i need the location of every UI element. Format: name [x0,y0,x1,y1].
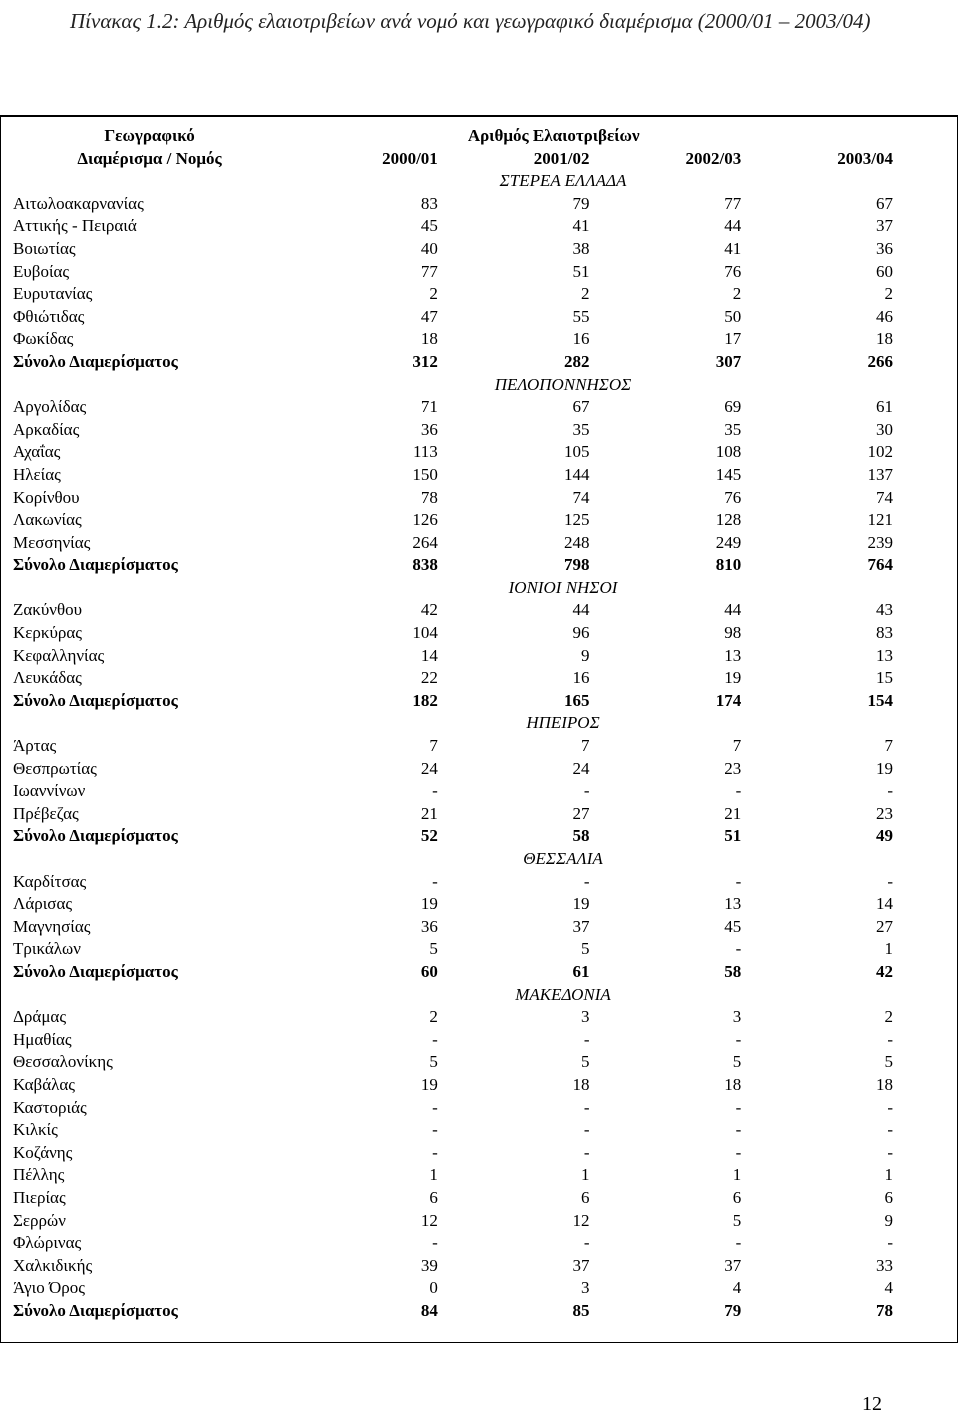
value-cell: 2 [429,284,438,304]
value-cell: - [432,871,438,891]
value-cell: 312 [412,351,438,371]
total-label: Σύνολο Διαμερίσματος [13,826,178,846]
value-cell: 19 [572,894,590,914]
table-row [13,1142,893,1165]
table-row [13,1232,893,1255]
value-cell: - [735,1233,742,1253]
value-cell: 27 [572,803,590,823]
header-year-1: 2000/01 [382,148,438,168]
table-row [13,261,893,284]
table-row [13,599,893,622]
prefecture-name: Λάρισας [13,894,73,914]
prefecture-name: Φθιώτιδας [13,306,85,326]
value-cell: 40 [420,238,438,258]
prefecture-name: Μαγνησίας [13,916,91,936]
region-title: ΠΕΛΟΠΟΝΝΗΣΟΣ [494,374,632,394]
value-cell: 49 [876,826,893,846]
value-cell: 60 [876,261,893,281]
value-cell: 3 [732,1007,742,1027]
value-cell: 5 [429,939,438,959]
value-cell: 98 [724,623,742,643]
value-cell: 23 [724,758,742,778]
value-cell: 46 [876,306,893,326]
value-cell: 77 [420,261,438,281]
value-cell: - [735,939,742,959]
value-cell: 13 [876,645,893,665]
value-cell: 121 [867,510,893,530]
prefecture-name: Κορίνθου [13,487,80,507]
value-cell: 44 [572,600,590,620]
value-cell: 764 [867,555,893,575]
value-cell: 79 [724,1300,742,1320]
value-cell: - [735,781,742,801]
value-cell: 18 [420,329,438,349]
value-cell: 83 [876,623,893,643]
table-row [13,1029,893,1052]
value-cell: 23 [876,803,893,823]
value-cell: 39 [420,1255,438,1275]
header-row-2 [13,148,893,171]
total-label: Σύνολο Διαμερίσματος [13,555,178,575]
region-title: ΣΤΕΡΕΑ ΕΛΛΑΔΑ [499,171,627,191]
table-row [13,1097,893,1120]
total-row [13,690,893,713]
prefecture-name: Τρικάλων [13,939,81,959]
value-cell: 45 [724,916,742,936]
table-row [13,306,893,329]
value-cell: 14 [876,894,893,914]
value-cell: 71 [420,397,438,417]
value-cell: 19 [876,758,893,778]
value-cell: 838 [412,555,438,575]
value-cell: - [887,1233,893,1253]
header-year-3: 2002/03 [685,148,742,168]
value-cell: 264 [412,532,438,552]
value-cell: 42 [420,600,438,620]
table-row [13,916,893,939]
prefecture-name: Αττικής - Πειραιά [13,216,137,236]
table-row [13,1119,893,1142]
value-cell: - [735,1142,742,1162]
value-cell: 9 [581,645,590,665]
value-cell: 5 [732,1210,742,1230]
value-cell: 7 [581,736,590,756]
value-cell: 5 [732,1052,742,1072]
value-cell: - [735,1029,742,1049]
value-cell: 19 [724,668,742,688]
value-cell: 51 [572,261,590,281]
value-cell: - [887,1120,893,1140]
value-cell: - [432,1142,438,1162]
table-row [13,441,893,464]
table-row [13,780,893,803]
prefecture-name: Κοζάνης [13,1142,73,1162]
region-title: ΘΕΣΣΑΛΙΑ [523,849,603,868]
table-row [13,1187,893,1210]
value-cell: - [583,1233,590,1253]
table-row [13,1210,893,1233]
table-row [13,238,893,261]
value-cell: 7 [732,736,742,756]
value-cell: 4 [884,1278,893,1298]
table-row [13,893,893,916]
table-row [13,871,893,894]
value-cell: 14 [420,645,438,665]
value-cell: 6 [429,1187,438,1207]
prefecture-name: Καρδίτσας [13,871,87,891]
value-cell: 38 [572,238,590,258]
value-cell: - [887,1142,893,1162]
value-cell: 45 [420,216,438,236]
region-title: ΗΠΕΙΡΟΣ [526,713,600,733]
region-row [13,712,893,735]
value-cell: 78 [420,487,438,507]
value-cell: 0 [429,1278,438,1298]
value-cell: 16 [572,668,590,688]
prefecture-name: Άρτας [13,736,57,756]
prefecture-name: Κεφαλληνίας [13,645,105,665]
table-row [13,193,893,216]
table-frame [0,115,958,1343]
value-cell: 104 [412,623,438,643]
value-cell: 15 [876,668,893,688]
value-cell: 58 [572,826,590,846]
total-row [13,554,893,577]
prefecture-name: Κιλκίς [13,1120,58,1140]
region-title: ΙΟΝΙΟΙ ΝΗΣΟΙ [508,577,618,597]
table-row [13,758,893,781]
value-cell: 13 [724,894,742,914]
value-cell: 61 [876,397,893,417]
value-cell: 35 [724,419,742,439]
table-row [13,532,893,555]
value-cell: 5 [581,1052,590,1072]
prefecture-name: Ευβοίας [13,261,70,281]
prefecture-name: Λακωνίας [13,510,82,530]
value-cell: 18 [572,1074,590,1094]
value-cell: 13 [724,645,742,665]
value-cell: 102 [867,442,893,462]
value-cell: - [887,1029,893,1049]
value-cell: 5 [581,939,590,959]
table-row [13,396,893,419]
value-cell: 37 [876,216,893,236]
prefecture-name: Άγιο Όρος [13,1278,85,1298]
value-cell: - [583,1097,590,1117]
total-label: Σύνολο Διαμερίσματος [13,690,178,710]
value-cell: - [583,1029,590,1049]
table-body [13,170,893,1322]
value-cell: 165 [564,690,590,710]
value-cell: 154 [867,690,893,710]
value-cell: - [432,1097,438,1117]
value-cell: 1 [732,1165,742,1185]
value-cell: - [583,871,590,891]
value-cell: 5 [884,1052,893,1072]
value-cell: 6 [732,1187,742,1207]
value-cell: 128 [715,510,742,530]
value-cell: - [887,871,893,891]
prefecture-name: Αρκαδίας [13,419,80,439]
table-row [13,1051,893,1074]
value-cell: 18 [876,329,893,349]
value-cell: 282 [564,351,590,371]
table-row [13,622,893,645]
total-label: Σύνολο Διαμερίσματος [13,1300,178,1320]
value-cell: 37 [724,1255,742,1275]
value-cell: 3 [581,1007,590,1027]
value-cell: 60 [420,961,438,981]
table-row [13,487,893,510]
table-row [13,1164,893,1187]
value-cell: 145 [715,464,742,484]
region-row [13,577,893,600]
table-row [13,803,893,826]
value-cell: 113 [412,442,438,462]
prefecture-name: Κερκύρας [13,623,83,643]
page-number: 12 [862,1393,882,1415]
table-row [13,419,893,442]
value-cell: 41 [572,216,590,236]
value-cell: - [583,781,590,801]
total-label: Σύνολο Διαμερίσματος [13,961,178,981]
value-cell: 144 [564,464,590,484]
value-cell: - [583,1120,590,1140]
value-cell: 55 [572,306,590,326]
table-row [13,735,893,758]
value-cell: 21 [724,803,742,823]
prefecture-name: Σερρών [13,1210,66,1230]
table-row [13,938,893,961]
value-cell: 150 [412,464,438,484]
region-row [13,374,893,397]
value-cell: 16 [572,329,590,349]
value-cell: - [887,781,893,801]
value-cell: - [735,1120,742,1140]
prefecture-name: Ηλείας [13,464,61,484]
table-row [13,464,893,487]
region-row [13,170,893,193]
value-cell: 74 [876,487,893,507]
value-cell: 27 [876,916,893,936]
prefecture-name: Θεσπρωτίας [13,758,97,778]
value-cell: 85 [572,1300,590,1320]
table-row [13,283,893,306]
value-cell: 2 [732,284,742,304]
prefecture-name: Φωκίδας [13,329,74,349]
table-caption: Πίνακας 1.2: Αριθμός ελαιοτριβείων ανά νομό και γεωγραφικό διαμέρισμα (2000/01 – 2003/04) [70,9,871,33]
value-cell: 33 [876,1255,893,1275]
prefecture-name: Καστοριάς [13,1097,87,1117]
value-cell: - [432,1120,438,1140]
table-row [13,328,893,351]
value-cell: 266 [867,351,893,371]
prefecture-name: Καβάλας [13,1074,75,1094]
value-cell: 125 [564,510,590,530]
value-cell: 51 [724,826,742,846]
value-cell: 22 [420,668,438,688]
value-cell: 2 [884,284,893,304]
value-cell: 77 [724,193,742,213]
value-cell: 19 [420,1074,438,1094]
value-cell: 2 [429,1007,438,1027]
value-cell: 307 [715,351,742,371]
value-cell: 35 [572,419,590,439]
value-cell: 83 [420,193,438,213]
total-row [13,351,893,374]
value-cell: 4 [732,1278,742,1298]
value-cell: 126 [412,510,438,530]
value-cell: 798 [564,555,590,575]
value-cell: 36 [420,916,438,936]
value-cell: 12 [420,1210,438,1230]
value-cell: 78 [876,1300,893,1320]
value-cell: 24 [420,758,438,778]
value-cell: 52 [420,826,438,846]
value-cell: 24 [572,758,590,778]
value-cell: - [887,1097,893,1117]
prefecture-name: Λευκάδας [13,668,82,688]
value-cell: 36 [420,419,438,439]
value-cell: 58 [724,961,742,981]
value-cell: - [432,1029,438,1049]
value-cell: 67 [876,193,893,213]
prefecture-name: Μεσσηνίας [13,532,91,552]
value-cell: 7 [429,736,438,756]
total-row [13,1300,893,1323]
prefecture-name: Αχαΐας [13,442,61,462]
table-row [13,1277,893,1300]
total-row [13,961,893,984]
prefecture-name: Πέλλης [13,1165,65,1185]
value-cell: 30 [876,419,893,439]
olive-mills-table [13,125,893,1322]
value-cell: 67 [572,397,590,417]
value-cell: 41 [724,238,742,258]
value-cell: 2 [581,284,590,304]
prefecture-name: Ζακύνθου [13,600,83,620]
prefecture-name: Ιωαννίνων [13,781,86,801]
value-cell: 42 [876,961,893,981]
total-label: Σύνολο Διαμερίσματος [13,351,178,371]
value-cell: 18 [876,1074,893,1094]
value-cell: 36 [876,238,893,258]
value-cell: 37 [572,916,590,936]
prefecture-name: Ευρυτανίας [13,284,93,304]
table-row [13,667,893,690]
value-cell: 69 [724,397,742,417]
value-cell: 1 [884,939,893,959]
prefecture-name: Αιτωλοακαρνανίας [13,193,144,213]
header-row-1 [13,125,893,148]
value-cell: - [583,1142,590,1162]
value-cell: 61 [572,961,590,981]
value-cell: 76 [724,487,742,507]
prefecture-name: Ημαθίας [13,1029,72,1049]
header-region-line2: Διαμέρισμα / Νομός [77,148,222,168]
table-row [13,1006,893,1029]
value-cell: 7 [884,736,893,756]
table-row [13,645,893,668]
value-cell: 21 [420,803,438,823]
prefecture-name: Χαλκιδικής [13,1255,93,1275]
header-year-4: 2003/04 [837,148,893,168]
value-cell: 248 [564,532,590,552]
value-cell: 50 [724,306,742,326]
prefecture-name: Φλώρινας [13,1233,82,1253]
region-row [13,984,893,1007]
prefecture-name: Δράμας [13,1007,67,1027]
value-cell: 6 [884,1187,893,1207]
value-cell: 37 [572,1255,590,1275]
value-cell: - [735,871,742,891]
value-cell: 74 [572,487,590,507]
header-year-2: 2001/02 [533,148,590,168]
prefecture-name: Πιερίας [13,1187,66,1207]
value-cell: 47 [420,306,438,326]
table-row [13,1255,893,1278]
value-cell: 84 [420,1300,438,1320]
prefecture-name: Θεσσαλονίκης [13,1052,113,1072]
total-row [13,825,893,848]
value-cell: 1 [429,1165,438,1185]
table-row [13,215,893,238]
value-cell: 43 [876,600,893,620]
value-cell: - [432,781,438,801]
prefecture-name: Πρέβεζας [13,803,79,823]
value-cell: 44 [724,600,742,620]
value-cell: - [432,1233,438,1253]
value-cell: 1 [581,1165,590,1185]
value-cell: 6 [581,1187,590,1207]
prefecture-name: Αργολίδας [13,397,87,417]
table-row [13,509,893,532]
value-cell: 810 [715,555,742,575]
prefecture-name: Βοιωτίας [13,238,76,258]
value-cell: 1 [884,1165,893,1185]
value-cell: 249 [715,532,742,552]
value-cell: 105 [564,442,590,462]
value-cell: 79 [572,193,590,213]
value-cell: 108 [715,442,742,462]
value-cell: 239 [867,532,893,552]
value-cell: 18 [724,1074,742,1094]
value-cell: 17 [724,329,742,349]
table-row [13,1074,893,1097]
value-cell: 5 [429,1052,438,1072]
value-cell: 19 [420,894,438,914]
value-cell: 137 [867,464,893,484]
region-title: ΜΑΚΕΔΟΝΙΑ [515,984,611,1004]
value-cell: 3 [581,1278,590,1298]
value-cell: 174 [715,690,742,710]
value-cell: 2 [884,1007,893,1027]
value-cell: 9 [884,1210,893,1230]
value-cell: 44 [724,216,742,236]
region-row [13,848,893,871]
value-cell: - [735,1097,742,1117]
value-cell: 12 [572,1210,590,1230]
value-cell: 182 [412,690,438,710]
value-cell: 76 [724,261,742,281]
value-cell: 96 [572,623,590,643]
header-region-line1: Γεωγραφικό [104,126,195,145]
header-group-label: Αριθμός Ελαιοτριβείων [467,126,640,145]
